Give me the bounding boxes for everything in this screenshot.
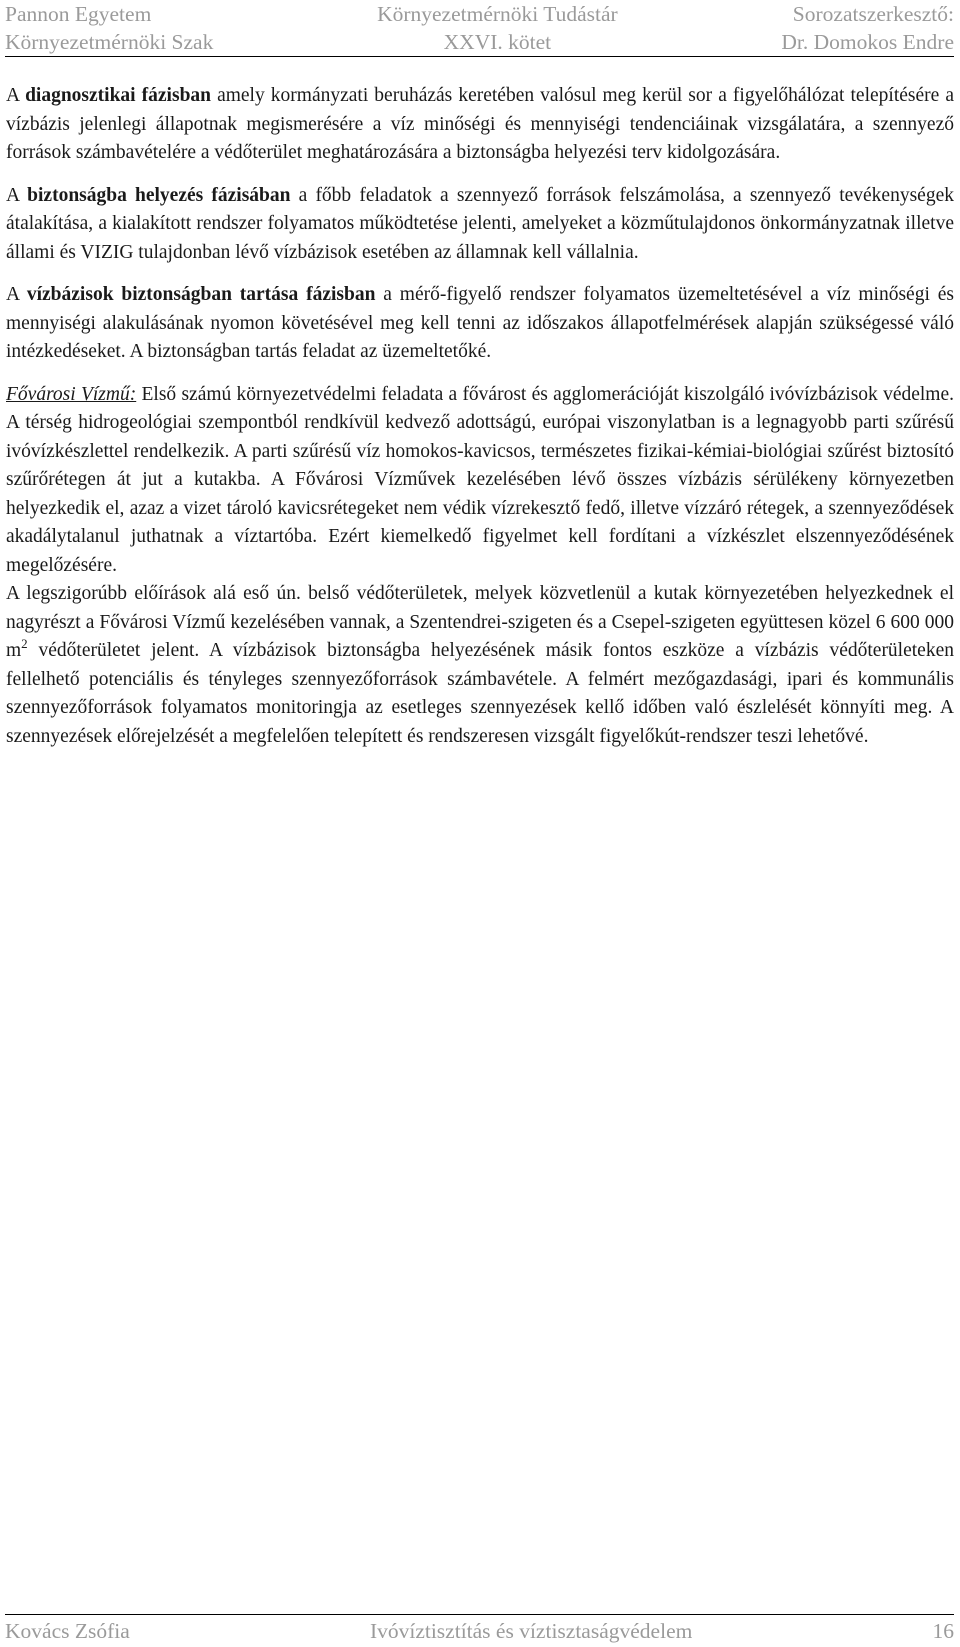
- header-university: Pannon Egyetem: [5, 2, 152, 26]
- paragraph-budapest-waterworks: [6, 381, 954, 581]
- paragraph-text: Első számú környezetvédelmi feladata a fővárost és agglomerációját kiszolgáló ivóvízbázisok védelme. A térség hidrogeológiai szempontból rendkívül kedvező adottságú, európai viszonylatban is a legnagyobb parti szűrésű ivóvízkészlettel rendelkezik. A parti szűrésű víz homokos-kavicsos, természetes fizikai-kémiai-biológiai szűrést biztosító szűrőrétegen át jut a kutakba. A Fővárosi Vízművek kezelésében lévő összes vízbázis sérülékeny környezetben helyezkedik el, azaz a vizet tároló kavicsrétegeket nem védik vízrekesztő fedő, illetve vízzáró rétegek, a szennyeződések akadálytalanul juthatnak a víztartóba. Ezért kiemelkedő figyelmet kell fordítani a vízkészlet elszennyeződésének megelőzésére.: [6, 383, 954, 576]
- document-body: [6, 82, 954, 751]
- paragraph-safety-phase: [6, 182, 954, 268]
- footer-author: Kovács Zsófia: [5, 1618, 130, 1643]
- page-number: 16: [932, 1618, 954, 1643]
- paragraph-lead: A: [6, 184, 28, 206]
- paragraph-protection-zones: [6, 580, 954, 751]
- bold-term: vízbázisok biztonságban tartása fázisban: [26, 284, 376, 305]
- italic-underlined-label: Fővárosi Vízmű:: [6, 383, 137, 405]
- footer-title: Ivóvíztisztítás és víztisztaságvédelem: [369, 1618, 693, 1643]
- paragraph-text: a főbb feladatok a szennyező források felszámolása, a szennyező tevékenységek átalakítása, a kialakított rendszer folyamatos működtetése jelenti, amelyeket a közműtulajdonos önkormányzatnak illetve állami és VIZIG tulajdonban lévő vízbázisok esetében az államnak kell vállalnia.: [6, 184, 954, 263]
- paragraph-text: a mérő-figyelő rendszer folyamatos üzemeltetésével a víz minőségi és mennyiségi alakulásának nyomon követésével meg kell tenni az időszakos állapotfelmérések alapján szükségessé váló intézkedéseket. A biztonságban tartás feladat az üzemeltetőké.: [6, 284, 954, 362]
- page-header: [5, 0, 954, 57]
- paragraph-maintenance-phase: [6, 281, 954, 367]
- paragraph-diagnostic-phase: [6, 82, 954, 168]
- header-editor-label: Sorozatszerkesztő:: [792, 2, 954, 26]
- paragraph-lead: A: [6, 284, 27, 305]
- superscript: 2: [21, 635, 28, 651]
- header-volume: XXVI. kötet: [443, 30, 552, 54]
- paragraph-text: A legszigorúbb előírások alá eső ún. belső védőterületek, melyek közvetlenül a kutak környezetében helyezkednek el nagyrészt a Fővárosi Vízmű kezelésében vannak, a Szentendrei-szigeten és a Csepel-szigeten együttesen közel 6 600 000 m: [6, 583, 954, 661]
- header-center: [377, 0, 618, 56]
- header-left: [5, 0, 213, 56]
- bold-term: diagnosztikai fázisban: [25, 85, 212, 106]
- bold-term: biztonságba helyezés fázisában: [27, 184, 291, 206]
- paragraph-text: védőterületet jelent. A vízbázisok biztonságba helyezésének másik fontos eszköze a vízbázis védőterületeken fellelhető potenciális és tényleges szennyezőforrások számbavétele. A felmért mezőgazdasági, ipari és kommunális szennyezőforrások folyamatos monitoringja az esetleges szennyezések kellő időben való észlelését könnyíti meg. A szennyezések előrejelzését a megfelelően telepített és rendszeresen vizsgált figyelőkút-rendszer teszi lehetővé.: [6, 640, 954, 747]
- header-series-title: Környezetmérnöki Tudástár: [377, 2, 618, 26]
- paragraph-lead: A: [6, 85, 26, 106]
- page-footer: [5, 1614, 954, 1647]
- header-right: [781, 0, 954, 56]
- header-editor-name: Dr. Domokos Endre: [781, 30, 954, 54]
- header-program: Környezetmérnöki Szak: [5, 30, 214, 54]
- paragraph-text: amely kormányzati beruházás keretében valósul meg kerül sor a figyelőhálózat telepítésére a vízbázis jelenlegi állapotnak megismerésére a víz minőségi és mennyiségi tendenciáinak vizsgálatára, a szennyező források számbavételére a védőterület meghatározására a biztonságba helyezési terv kidolgozására.: [6, 85, 955, 163]
